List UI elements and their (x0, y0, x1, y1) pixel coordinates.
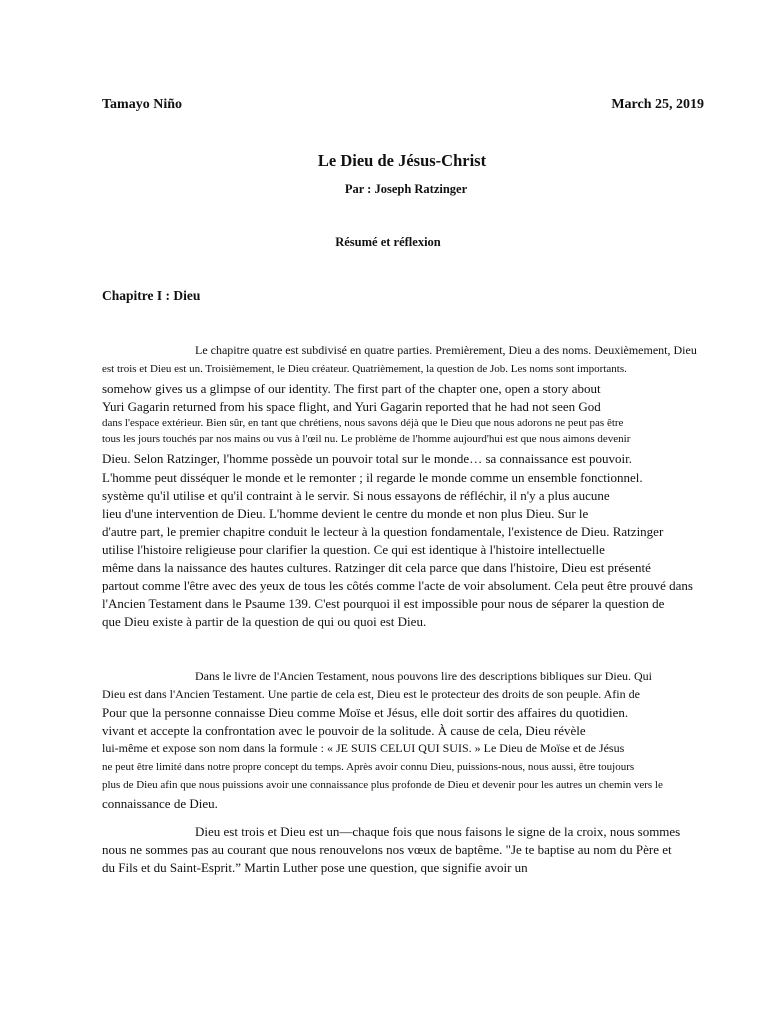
document-title: Le Dieu de Jésus-Christ (317, 151, 487, 170)
body-line: L'homme peut disséquer le monde et le remonter ; il regarde le monde comme un ensemble fonctionnel. (102, 470, 643, 485)
body-line: Dieu. Selon Ratzinger, l'homme possède un pouvoir total sur le monde… sa connaissance est pouvoir. (102, 451, 633, 466)
body-line: ne peut être limité dans notre propre concept du temps. Après avoir connu Dieu, puissions-nous, nous aussi, être toujours (102, 761, 635, 773)
body-line: Dieu est dans l'Ancien Testament. Une partie de cela est, Dieu est le protecteur des droits de son peuple. Afin de (102, 687, 640, 701)
body-line: du Fils et du Saint-Esprit.” Martin Luther pose une question, que signifie avoir un (102, 860, 528, 875)
chapter-heading: Chapitre I : Dieu (102, 288, 201, 303)
body-line: nous ne sommes pas au courant que nous renouvelons nos vœux de baptême. "Je te baptise au nom du Père et (102, 842, 672, 857)
body-line: est trois et Dieu est un. Troisièmement, le Dieu créateur. Quatrièmement, la question de Job. Les noms sont importants. (102, 363, 627, 375)
body-line: dans l'espace extérieur. Bien sûr, en tant que chrétiens, nous savons déjà que le Dieu que nous adorons ne peut pas être (102, 417, 624, 429)
body-line: tous les jours touchés par nos mains ou vus à l'œil nu. Le problème de l'homme aujourd'hui est que nous aimons devenir (102, 433, 631, 445)
section-label: Résumé et réflexion (335, 235, 441, 249)
body-line: vivant et accepte la confrontation avec le pouvoir de la solitude. À cause de cela, Dieu révèle (102, 723, 586, 738)
document-subtitle: Par : Joseph Ratzinger (344, 182, 468, 196)
body-line: Dans le livre de l'Ancien Testament, nous pouvons lire des descriptions bibliques sur Dieu. Qui (195, 669, 653, 683)
body-line: même dans la naissance des hautes cultures. Ratzinger dit cela parce que dans l'histoire, Dieu est présenté (102, 560, 651, 575)
body-line: lieu d'une intervention de Dieu. L'homme devient le centre du monde et non plus Dieu. Sur le (102, 506, 589, 521)
body-line: Dieu est trois et Dieu est un—chaque fois que nous faisons le signe de la croix, nous sommes (195, 824, 681, 839)
body-line: somehow gives us a glimpse of our identity. The first part of the chapter one, open a story about (102, 381, 601, 396)
body-line: utilise l'histoire religieuse pour clarifier la question. Ce qui est identique à l'histoire intellectuelle (102, 542, 605, 557)
body-line: Pour que la personne connaisse Dieu comme Moïse et Jésus, elle doit sortir des affaires du quotidien. (102, 705, 629, 720)
body-line: que Dieu existe à partir de la question de qui ou quoi est Dieu. (102, 614, 427, 629)
author-name: Tamayo Niño (102, 97, 183, 112)
body-line: système qu'il utilise et qu'il contraint à le servir. Si nous essayons de réfléchir, il n'y a plus aucune (102, 488, 610, 503)
body-line: Le chapitre quatre est subdivisé en quatre parties. Premièrement, Dieu a des noms. Deuxièmement, Dieu (195, 343, 697, 357)
body-line: connaissance de Dieu. (102, 796, 218, 811)
body-line: plus de Dieu afin que nous puissions avoir une connaissance plus profonde de Dieu et devenir pour les autres un chemin vers le (102, 779, 663, 791)
document-header (102, 97, 704, 113)
body-line: Yuri Gagarin returned from his space flight, and Yuri Gagarin reported that he had not seen God (102, 399, 601, 414)
body-line: lui-même et expose son nom dans la formule : « JE SUIS CELUI QUI SUIS. » Le Dieu de Moïse et de Jésus (102, 741, 625, 755)
body-line: l'Ancien Testament dans le Psaume 139. C'est pourquoi il est impossible pour nous de séparer la question de (102, 596, 665, 611)
body-line: partout comme l'être avec des yeux de tous les côtés comme l'acte de voir absolument. Cela peut être prouvé dans (102, 578, 693, 593)
body-line: d'autre part, le premier chapitre conduit le lecteur à la question fondamentale, l'existence de Dieu. Ratzinger (102, 524, 664, 539)
document-date: March 25, 2019 (611, 97, 704, 112)
